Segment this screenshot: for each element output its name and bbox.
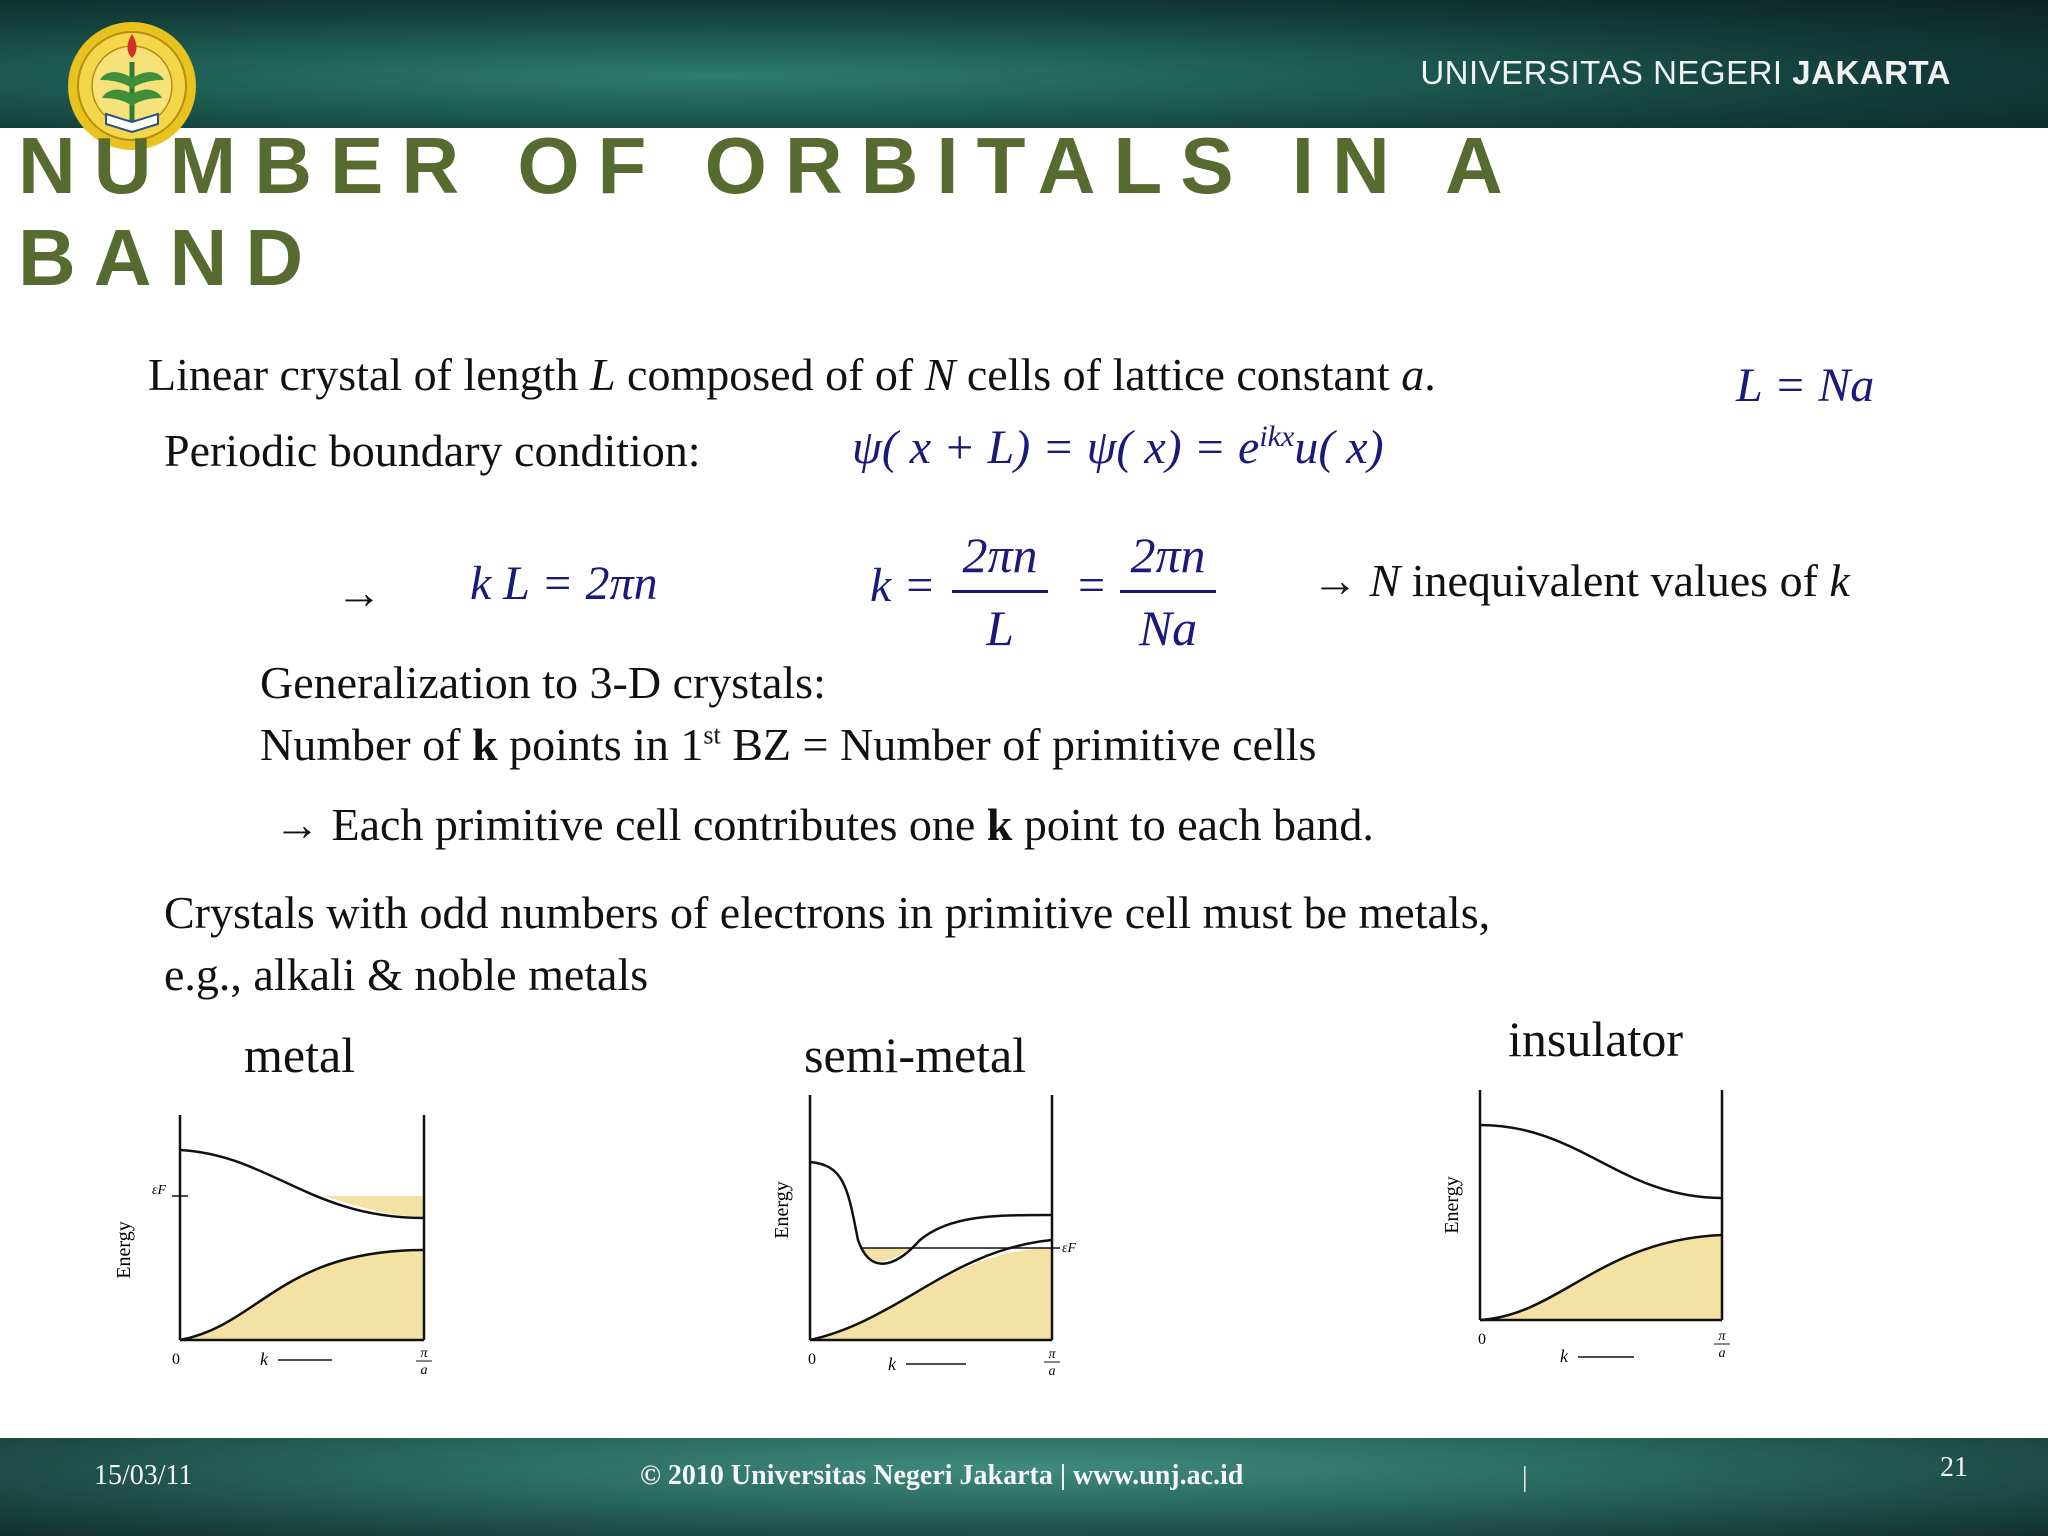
line1-post: cells of lattice constant (955, 349, 1402, 400)
fraction-2pin-over-L (952, 526, 1048, 657)
footer-bar (0, 1438, 2048, 1536)
kpoints-superscript: st (703, 720, 721, 750)
semi-metal-origin-label: 0 (808, 1351, 816, 1368)
insulator-pi-label: π (1718, 1329, 1726, 1344)
contrib-post: point to each band. (1012, 799, 1374, 850)
inequiv-mid: inequivalent values of (1400, 555, 1830, 606)
institution-name-regular: UNIVERSITAS NEGERI (1420, 54, 1793, 91)
inequiv-N: N (1369, 555, 1401, 606)
insulator-band-diagram (1430, 1080, 1770, 1370)
line1-a: a (1401, 349, 1425, 400)
insulator-label: insulator (1508, 1011, 1683, 1067)
semi-metal-a-label: a (1048, 1364, 1056, 1379)
inequiv-k: k (1829, 555, 1850, 606)
semi-metal-fermi-label: εF (1062, 1241, 1077, 1256)
insulator-a-label: a (1718, 1346, 1726, 1361)
metal-energy-label: Energy (113, 1221, 135, 1279)
fraction1-denominator: L (986, 600, 1014, 656)
semi-metal-band-diagram (760, 1090, 1120, 1380)
footer-separator: | (1522, 1462, 1528, 1493)
fraction2-numerator: 2πn (1120, 526, 1216, 593)
equation-kL: k L = 2πn (470, 557, 658, 610)
metal-band-diagram (110, 1110, 450, 1378)
insulator-energy-label: Energy (1441, 1176, 1463, 1234)
contrib-bold-k: k (986, 799, 1013, 850)
line1-end: . (1424, 349, 1436, 400)
inequivalent-values-text (1312, 556, 1850, 607)
kpoints-mid: points in 1 (497, 719, 704, 770)
metal-a-label: a (420, 1363, 428, 1378)
footer-copyright: © 2010 Universitas Negeri Jakarta | www.unj.ac.id (640, 1460, 1244, 1491)
fraction2-denominator: Na (1138, 600, 1198, 656)
line1-N: N (924, 349, 956, 400)
linear-crystal-text (148, 350, 1436, 401)
line1-pre: Linear crystal of length (148, 349, 590, 400)
pbc-equation-tail: u( x) (1294, 421, 1384, 474)
slide-title: NUMBER OF ORBITALS IN A BAND (18, 121, 1518, 302)
fraction-2pin-over-Na (1120, 526, 1216, 657)
metal-origin-label: 0 (172, 1351, 180, 1368)
pbc-equation-main: ψ( x + L) = ψ( x) = e (852, 421, 1260, 474)
footer-date: 15/03/11 (94, 1460, 193, 1491)
pbc-label: Periodic boundary condition: (164, 425, 701, 476)
insulator-filled-valence-band (1480, 1235, 1722, 1320)
pbc-exponent: ikx (1259, 420, 1295, 453)
line1-L: L (589, 349, 616, 400)
equals-sign: = (1078, 559, 1106, 612)
header-bar (0, 0, 2048, 128)
semi-metal-k-label: k (888, 1354, 896, 1374)
contributes-text (274, 800, 1374, 851)
institution-name (1420, 54, 1951, 92)
kpoints-text (260, 720, 1316, 771)
semi-metal-pi-label: π (1048, 1347, 1056, 1362)
arrow-symbol: → (336, 567, 382, 618)
institution-name-bold: JAKARTA (1792, 54, 1951, 91)
metal-label: metal (244, 1027, 356, 1083)
insulator-origin-label: 0 (1478, 1331, 1486, 1348)
kpoints-pre: Number of (260, 719, 473, 770)
insulator-k-label: k (1560, 1346, 1568, 1366)
page-number: 21 (1940, 1452, 1968, 1483)
generalization-text: Generalization to 3-D crystals: (260, 657, 826, 708)
contrib-pre: → Each primitive cell contributes one (274, 799, 987, 850)
semi-metal-label: semi-metal (804, 1027, 1027, 1083)
inequiv-arrow: → (1312, 555, 1370, 606)
kpoints-post: BZ = Number of primitive cells (720, 719, 1317, 770)
semi-metal-filled-lower-band (810, 1248, 1052, 1340)
metal-fermi-label: εF (152, 1183, 167, 1198)
insulator-conduction-band (1480, 1125, 1722, 1198)
line1-mid: composed of of (615, 349, 925, 400)
odd-electrons-line2: e.g., alkali & noble metals (164, 949, 649, 1000)
equation-L-Na: L = Na (1736, 359, 1875, 412)
equation-k-label: k = (870, 559, 936, 612)
pbc-equation (852, 420, 1384, 475)
odd-electrons-line1: Crystals with odd numbers of electrons in primitive cell must be metals, (164, 887, 1491, 938)
kpoints-bold-k: k (472, 719, 498, 770)
metal-pi-label: π (420, 1346, 428, 1361)
fraction1-numerator: 2πn (952, 526, 1048, 593)
semi-metal-energy-label: Energy (771, 1181, 793, 1239)
metal-k-label: k (260, 1349, 268, 1369)
